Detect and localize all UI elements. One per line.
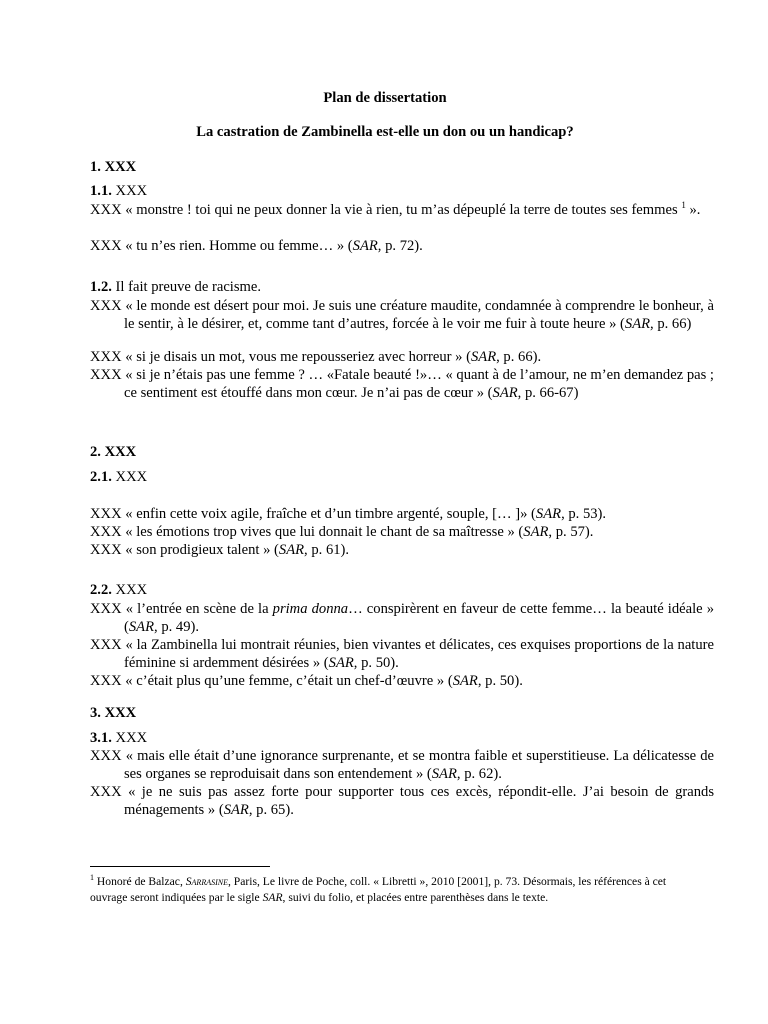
quote-close: ». xyxy=(685,202,701,218)
quote-text: « la Zambinella lui montrait réunies, bien vivantes et délicates, ces exquises proportions de la nature féminine si ardemment désirées » ( xyxy=(124,637,714,672)
subsection-heading xyxy=(90,730,147,747)
subsection-heading xyxy=(90,279,261,296)
subsection-label: XXX xyxy=(115,730,148,746)
footnote-sigle: SAR xyxy=(262,891,283,904)
quote-text: « monstre ! toi qui ne peux donner la vie à rien, tu m’as dépeuplé la terre de toutes ses femmes xyxy=(125,202,678,218)
section-heading: 3. XXX xyxy=(90,705,137,721)
page-ref: , p. 50). xyxy=(477,673,523,689)
page-ref: , p. 72). xyxy=(377,238,423,254)
quote-entry xyxy=(90,600,714,636)
source-sigle: SAR xyxy=(535,506,562,522)
source-sigle: SAR xyxy=(470,349,497,365)
footnote xyxy=(90,874,680,906)
page-ref: , p. 66) xyxy=(650,316,692,333)
subsection-heading xyxy=(90,469,147,486)
source-sigle: SAR xyxy=(328,655,354,672)
quote-text: … conspirèrent en faveur de cette femme… la beauté idéale » ( xyxy=(124,601,714,636)
quote-tag: XXX xyxy=(90,349,122,365)
page-ref: , p. 50). xyxy=(353,655,399,672)
quote-entry xyxy=(90,783,714,819)
quote-tag: XXX xyxy=(90,367,122,383)
subsection-number: 2.2. xyxy=(90,582,112,598)
quote-tag: XXX xyxy=(90,506,122,522)
source-sigle: SAR xyxy=(278,542,305,558)
quote-text: « c’était plus qu’une femme, c’était un chef-d’œuvre » ( xyxy=(125,673,453,689)
quote-entry xyxy=(90,541,714,559)
source-sigle: SAR xyxy=(352,238,378,254)
footnote-text: , Paris, Le livre de Poche, coll. « Libretti », 2010 [2001], p. 73. Désormais, les références à cet ouvrage seront indiquées par le sigle xyxy=(90,875,667,904)
source-sigle: SAR xyxy=(624,316,651,333)
quote-text-start: « l’entrée en scène de la xyxy=(125,601,273,617)
page-ref: , p. 57). xyxy=(548,524,594,540)
footnote-author: Honoré de Balzac, xyxy=(94,875,186,888)
subsection-heading xyxy=(90,183,147,200)
page-ref: , p. 53). xyxy=(561,506,607,522)
quote-entry xyxy=(90,348,714,366)
document-subtitle: La castration de Zambinella est-elle un don ou un handicap? xyxy=(196,124,574,140)
footnote-marker: 1 xyxy=(681,200,686,210)
quote-text: « si je disais un mot, vous me repousseriez avec horreur » ( xyxy=(125,349,471,365)
subsection-number: 1.2. xyxy=(90,279,112,295)
quote-text: « si je n’étais pas une femme ? … «Fatale beauté !»… « quant à de l’amour, ne m’en demandez pas ; ce sentiment est étouffé dans mon cœur. Je n’ai pas de cœur » ( xyxy=(124,367,714,402)
quote-entry xyxy=(90,297,714,333)
quote-entry xyxy=(90,523,714,541)
source-sigle: SAR xyxy=(523,524,549,540)
quote-entry xyxy=(90,366,714,402)
page-ref: , p. 65). xyxy=(248,802,294,819)
section-heading: 2. XXX xyxy=(90,444,137,460)
footnote-separator xyxy=(90,866,270,867)
quote-entry xyxy=(90,747,714,783)
section-heading: 1. XXX xyxy=(90,159,137,175)
quote-text: « le monde est désert pour moi. Je suis une créature maudite, condamnée à comprendre le bonheur, à le sentir, à le désirer, et, comme tant d’autres, forcée à le voir me fuir à toute heure » ( xyxy=(124,298,714,333)
document-title: Plan de dissertation xyxy=(323,90,447,106)
page-ref: , p. 62). xyxy=(456,766,502,783)
subsection-label: XXX xyxy=(115,582,148,598)
quote-entry xyxy=(90,672,714,690)
subsection-number: 3.1. xyxy=(90,730,112,746)
quote-entry xyxy=(90,505,714,523)
quote-tag: XXX xyxy=(90,238,122,254)
quote-tag: XXX xyxy=(90,202,122,218)
quote-text: « tu n’es rien. Homme ou femme… » ( xyxy=(125,238,353,254)
quote-tag: XXX xyxy=(90,542,122,558)
subsection-label: XXX xyxy=(115,469,148,485)
quote-tag: XXX xyxy=(90,673,122,689)
subsection-heading xyxy=(90,582,147,599)
quote-tag: XXX xyxy=(90,601,122,617)
footnote-work-title: Sarrasine xyxy=(185,875,228,888)
page-ref: , p. 61). xyxy=(304,542,350,558)
quote-tag: XXX xyxy=(90,637,122,653)
source-sigle: SAR xyxy=(128,619,155,636)
quote-tag: XXX xyxy=(90,748,122,764)
quote-text: « enfin cette voix agile, fraîche et d’un timbre argenté, souple, [… ]» ( xyxy=(125,506,536,522)
quote-entry xyxy=(90,237,714,255)
page-ref: , p. 66-67) xyxy=(517,385,579,402)
quote-tag: XXX xyxy=(90,298,122,314)
quote-tag: XXX xyxy=(90,524,122,540)
source-sigle: SAR xyxy=(452,673,478,689)
quote-text: « les émotions trop vives que lui donnait le chant de sa maîtresse » ( xyxy=(125,524,524,540)
subsection-label: Il fait preuve de racisme. xyxy=(115,279,262,295)
quote-italic: prima donna xyxy=(272,601,349,617)
footnote-text-end: , suivi du folio, et placées entre parenthèses dans le texte. xyxy=(282,891,549,904)
quote-text: « je ne suis pas assez forte pour supporter tous ces excès, répondit-elle. J’ai besoin de grands ménagements » ( xyxy=(124,784,714,819)
subsection-number: 1.1. xyxy=(90,183,112,199)
quote-tag: XXX xyxy=(90,784,122,800)
source-sigle: SAR xyxy=(223,802,249,819)
source-sigle: SAR xyxy=(431,766,457,783)
page-ref: , p. 66). xyxy=(496,349,542,365)
quote-entry xyxy=(90,636,714,672)
subsection-number: 2.1. xyxy=(90,469,112,485)
footnote-number: 1 xyxy=(90,873,94,882)
quote-entry xyxy=(90,201,714,219)
quote-text: « son prodigieux talent » ( xyxy=(125,542,279,558)
quote-text: « mais elle était d’une ignorance surprenante, et se montra faible et superstitieuse. La délicatesse de ses organes se reproduisait dans son entendement » ( xyxy=(124,748,714,783)
subsection-label: XXX xyxy=(115,183,148,199)
source-sigle: SAR xyxy=(492,385,518,402)
page-ref: , p. 49). xyxy=(154,619,200,636)
